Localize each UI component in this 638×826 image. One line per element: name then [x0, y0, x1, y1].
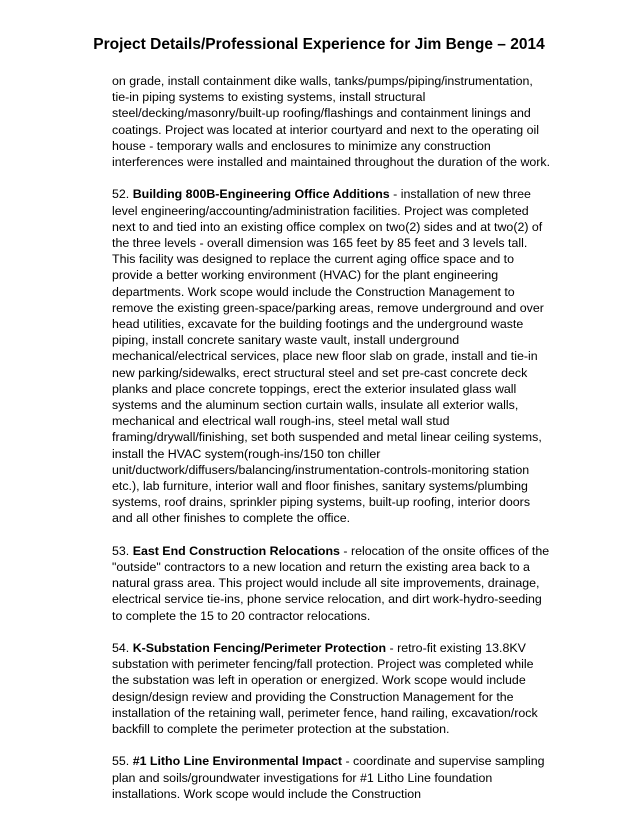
project-item — [112, 186, 552, 526]
project-title: K-Substation Fencing/Perimeter Protection — [132, 641, 387, 656]
project-description: relocation of the onsite offices of the "outside" contractors to a new location and return the existing area back to a natural grass area. This project would include all site improvements, drainage, electrical service tie-ins, phone service relocation, and dirt work-hydro-seeding to complete the 15 to 20 contractor relocations. — [112, 543, 550, 623]
project-number: 52. — [112, 187, 130, 202]
project-item — [112, 753, 552, 802]
project-title: East End Construction Relocations — [132, 543, 340, 558]
project-title: #1 Litho Line Environmental Impact — [132, 754, 342, 769]
project-number: 53. — [112, 543, 130, 558]
document-body — [112, 73, 552, 818]
project-item — [112, 640, 552, 737]
page-title: Project Details/Professional Experience for Jim Benge – 2014 — [93, 36, 545, 53]
continuation-paragraph: on grade, install containment dike walls, tanks/pumps/piping/instrumentation, tie-in piping systems to existing systems, install structural steel/decking/masonry/built-up roofing/flashings and containment linings and coatings. Project was located at interior courtyard and next to the operating oil house - temporary walls and enclosures to minimize any construction interferences were installed and maintained throughout the duration of the work. — [112, 74, 551, 170]
project-description: retro-fit existing 13.8KV substation with perimeter fencing/fall protection. Project was completed while the substation was left in operation or energized. Work scope would include design/design review and providing the Construction Management for the installation of the retaining wall, perimeter fence, hand railing, excavation/rock backfill to complete the perimeter protection at the substation. — [112, 641, 538, 737]
project-number: 54. — [112, 641, 130, 656]
project-description: installation of new three level engineering/accounting/administration facilities. Project was completed next to and tied into an existing office complex on two(2) sides and at two(2) of the three levels - overall dimension was 165 feet by 85 feet and 3 levels tall. This facility was designed to replace the current aging office space and to provide a better working environment (HVAC) for the plant engineering departments. Work scope would include the Construction Management to remove the existing green-space/parking areas, remove underground and over head utilities, excavate for the building footings and the underground waste piping, install concrete sanitary waste vault, install underground mechanical/electrical services, place new floor slab on grade, install and tie-in new parking/sidewalks, erect structural steel and set pre-cast concrete deck planks and place concrete toppings, erect the exterior insulated glass wall systems and the aluminum section curtain walls, insulate all exterior walls, mechanical and electrical wall rough-ins, steel metal wall stud framing/drywall/finishing, set both suspended and metal linear ceiling systems, install the HVAC system(rough-ins/150 ton chiller unit/ductwork/diffusers/balancing/instrumentation-controls-monitoring station etc.), lab furniture, interior wall and floor finishes, sanitary systems/plumbing systems, roof drains, sprinkler piping systems, built-up roofing, interior doors and all other finishes to complete the office. — [112, 187, 544, 526]
project-number: 55. — [112, 754, 130, 769]
project-item — [112, 543, 552, 624]
project-description: coordinate and supervise sampling plan and soils/groundwater investigations for #1 Litho Line foundation installations. Work scope would include the Construction — [112, 754, 545, 801]
project-separator: - — [393, 187, 398, 202]
project-separator: - — [389, 641, 394, 656]
project-separator: - — [345, 754, 350, 769]
project-title: Building 800B-Engineering Office Additions — [132, 187, 390, 202]
project-separator: - — [343, 543, 348, 558]
